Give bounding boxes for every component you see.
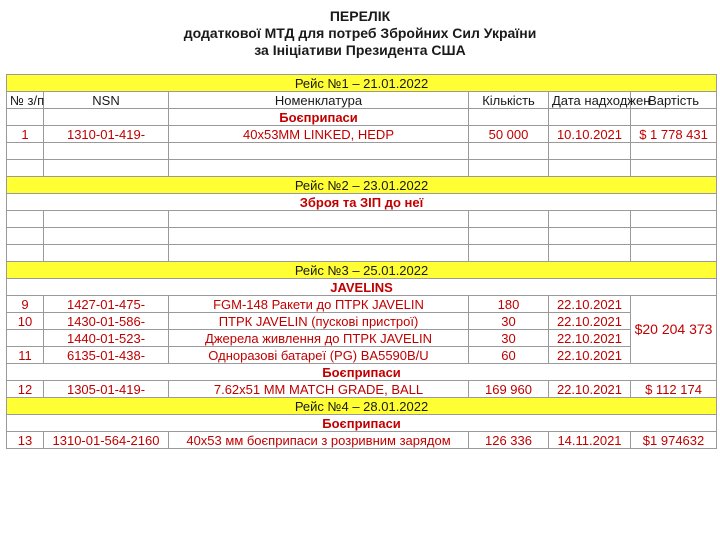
table-row: 1440-01-523- Джерела живлення до ПТРК JAVELIN 30 22.10.2021 <box>7 330 717 347</box>
category-row <box>7 364 717 381</box>
column-header-row <box>7 92 717 109</box>
table-row: 12 1305-01-419- 7.62x51 MM MATCH GRADE, BALL 169 960 22.10.2021 $ 112 174 <box>7 381 717 398</box>
col-num: № з/п <box>7 92 44 109</box>
category-label: Зброя та ЗІП до неї <box>7 194 717 211</box>
col-cost: Вартість <box>631 92 717 109</box>
category-label: JAVELINS <box>7 279 717 296</box>
empty-row <box>7 228 717 245</box>
table-row: 13 1310-01-564-2160 40x53 мм боєприпаси з розривним зарядом 126 336 14.11.2021 $1 974632 <box>7 432 717 449</box>
table-row: 10 1430-01-586- ПТРК JAVELIN (пускові пристрої) 30 22.10.2021 <box>7 313 717 330</box>
flight-2-header <box>7 177 717 194</box>
flight-title: Рейс №1 – 21.01.2022 <box>7 75 717 92</box>
title-line-2: додаткової МТД для потреб Збройних Сил України <box>183 25 537 41</box>
empty-row <box>7 143 717 160</box>
category-row <box>7 415 717 432</box>
col-qty: Кількість <box>469 92 549 109</box>
category-label: Боєприпаси <box>169 109 469 126</box>
flight-title: Рейс №3 – 25.01.2022 <box>7 262 717 279</box>
flight-title: Рейс №4 – 28.01.2022 <box>7 398 717 415</box>
document-title <box>0 0 720 59</box>
flight-4-header <box>7 398 717 415</box>
col-nsn: NSN <box>44 92 169 109</box>
table-row: 11 6135-01-438- Одноразові батареї (PG) BA5590B/U 60 22.10.2021 <box>7 347 717 364</box>
title-line-1: ПЕРЕЛІК <box>329 8 391 24</box>
category-label: Боєприпаси <box>7 415 717 432</box>
category-row <box>7 109 717 126</box>
category-label: Боєприпаси <box>7 364 717 381</box>
title-line-3: за Ініціативи Президента США <box>254 42 466 58</box>
table-row: 9 1427-01-475- FGM-148 Ракети до ПТРК JAVELIN 180 22.10.2021 $20 204 373 <box>7 296 717 313</box>
col-item: Номенклатура <box>169 92 469 109</box>
empty-row <box>7 160 717 177</box>
flight-title: Рейс №2 – 23.01.2022 <box>7 177 717 194</box>
javelin-cost: $20 204 373 <box>631 296 717 364</box>
col-date: Дата надходжен <box>549 92 631 109</box>
supply-table <box>6 74 717 449</box>
flight-1-header <box>7 75 717 92</box>
empty-row <box>7 245 717 262</box>
category-row <box>7 194 717 211</box>
empty-row <box>7 211 717 228</box>
table-row: 1 1310-01-419- 40x53MM LINKED, HEDP 50 000 10.10.2021 $ 1 778 431 <box>7 126 717 143</box>
category-row <box>7 279 717 296</box>
flight-3-header <box>7 262 717 279</box>
